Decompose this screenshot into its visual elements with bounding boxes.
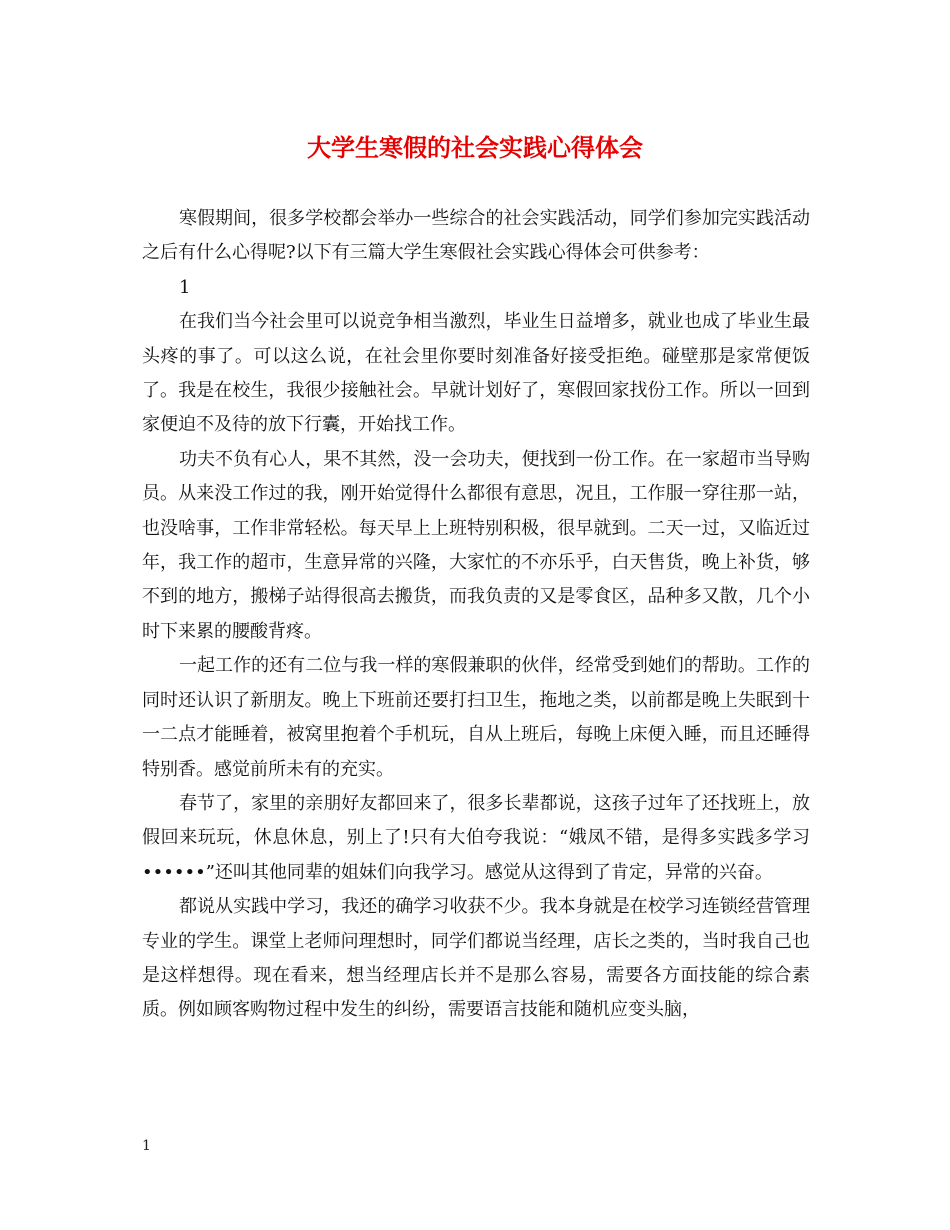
document-title: 大学生寒假的社会实践心得体会	[307, 133, 643, 162]
document-body	[142, 202, 810, 1028]
body-paragraph: 都说从实践中学习，我还的确学习收获不少。我本身就是在校学习连锁经营管理专业的学生。课堂上老师问理想时，同学们都说当经理，店长之类的，当时我自己也是这样想得。现在看来，想当经理店长并不是那么容易，需要各方面技能的综合素质。例如顾客购物过程中发生的纠纷，需要语言技能和随机应变头脑，	[142, 896, 810, 1021]
intro-paragraph: 寒假期间，很多学校都会举办一些综合的社会实践活动，同学们参加完实践活动之后有什么心得呢?以下有三篇大学生寒假社会实践心得体会可供参考：	[142, 208, 810, 264]
body-paragraph: 春节了，家里的亲朋好友都回来了，很多长辈都说，这孩子过年了还找班上，放假回来玩玩，休息休息，别上了!只有大伯夸我说：“娥凤不错，是得多实践多学习••••••”还叫其他同辈的姐妹们向我学习。感觉从这得到了肯定，异常的兴奋。	[142, 792, 810, 883]
body-paragraph: 在我们当今社会里可以说竞争相当激烈，毕业生日益增多，就业也成了毕业生最头疼的事了。可以这么说，在社会里你要时刻准备好接受拒绝。碰壁那是家常便饭了。我是在校生，我很少接触社会。早就计划好了，寒假回家找份工作。所以一回到家便迫不及待的放下行囊，开始找工作。	[142, 311, 810, 436]
section-number: 1	[179, 276, 191, 298]
page-number: 1	[142, 1138, 151, 1154]
body-paragraph: 一起工作的还有二位与我一样的寒假兼职的伙伴，经常受到她们的帮助。工作的同时还认识了新朋友。晚上下班前还要打扫卫生，拖地之类，以前都是晚上失眠到十一二点才能睡着，被窝里抱着个手机玩，自从上班后，每晚上床便入睡，而且还睡得特别香。感觉前所未有的充实。	[142, 655, 810, 780]
body-paragraph: 功夫不负有心人，果不其然，没一会功夫，便找到一份工作。在一家超市当导购员。从来没工作过的我，刚开始觉得什么都很有意思，况且，工作服一穿往那一站，也没啥事，工作非常轻松。每天早上上班特别积极，很早就到。二天一过，又临近过年，我工作的超市，生意异常的兴隆，大家忙的不亦乐乎，白天售货，晚上补货，够不到的地方，搬梯子站得很高去搬货，而我负责的又是零食区，品种多又散，几个小时下来累的腰酸背疼。	[142, 448, 810, 642]
